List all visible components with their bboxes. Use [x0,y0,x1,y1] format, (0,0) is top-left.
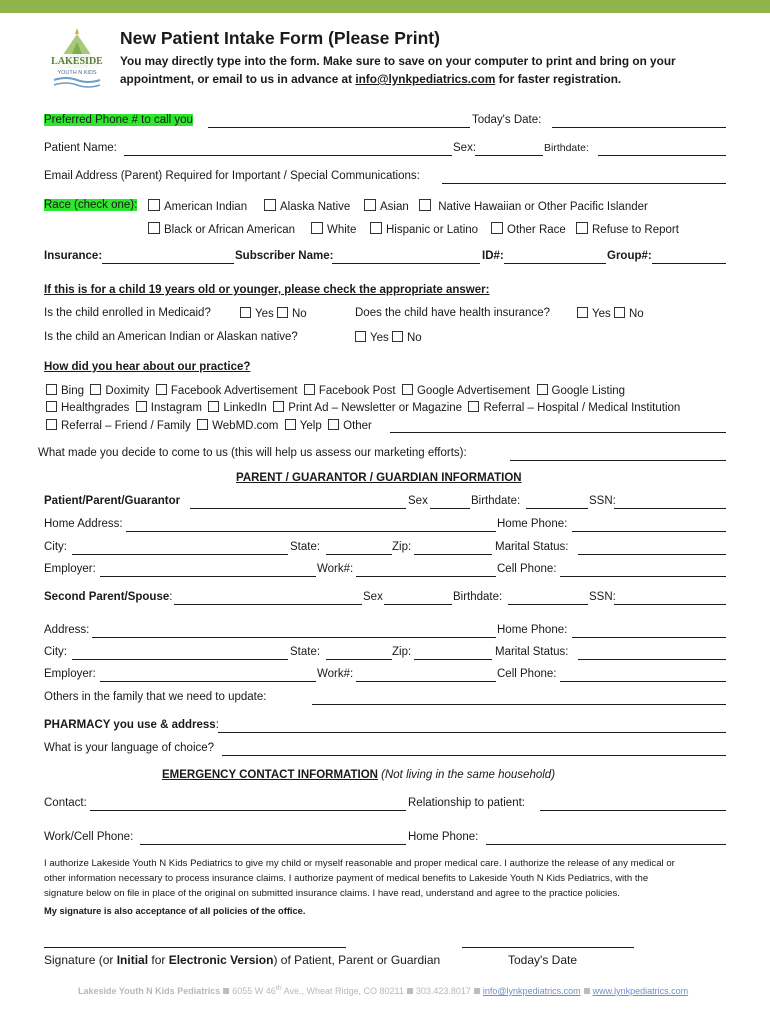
language-field[interactable] [222,755,726,756]
checkbox-icon[interactable] [148,222,160,234]
referral-row-3: Referral – Friend / Family WebMD.com Yelp Other [46,419,372,432]
referral-row-1: Bing Doximity Facebook Advertisement Facebook Post Google Advertisement Google Listing [46,384,625,397]
pharmacy-field[interactable] [218,732,726,733]
patient-name-label: Patient Name: [44,142,117,154]
ppg-birthdate-field[interactable] [526,508,588,509]
second-parent-label: Second Parent/Spouse: [44,591,173,603]
relationship-field[interactable] [540,810,726,811]
logo-text-sub: YOUTH N KIDS [57,70,97,76]
pharmacy-label: PHARMACY you use & address: [44,719,219,731]
checkbox-icon[interactable] [273,401,284,412]
race-other[interactable]: Other Race [491,222,566,236]
second-state-label: State: [290,646,321,658]
state-label: State: [290,541,321,553]
signature-date-field[interactable] [462,947,634,948]
authorization-line-1: I authorize Lakeside Youth N Kids Pediatrics to give my child or myself reasonable and proper medical care. I authorize the release of any medical or [44,858,675,869]
native-question: Is the child an American Indian or Alaskan native? [44,331,298,343]
ppg-ssn-label: SSN: [589,495,616,507]
race-label: Race (check one): [44,199,138,211]
referral-other-field[interactable] [390,432,726,433]
marketing-field[interactable] [510,460,726,461]
preferred-phone-label: Preferred Phone # to call you [44,114,193,126]
square-bullet-icon [223,988,229,994]
checkbox-icon[interactable] [311,222,323,234]
checkbox-icon[interactable] [264,199,276,211]
birthdate-label: Birthdate: [544,142,589,154]
checkbox-icon[interactable] [419,199,431,211]
acceptance-note: My signature is also acceptance of all policies of the office. [44,906,306,916]
race-black[interactable]: Black or African American [148,222,295,236]
emergency-home-phone-label: Home Phone: [408,831,479,843]
insurance-label: Insurance: [44,250,103,262]
ppg-sex-label: Sex [408,495,428,507]
race-alaska-native[interactable]: Alaska Native [264,199,350,213]
logo-text-main: LAKESIDE [51,56,103,67]
city-field[interactable] [72,554,288,555]
authorization-line-3: signature below on file in place of the original on submitted insurance claims. I have read, understand and agree to the practice policies. [44,888,620,899]
ppg-label: Patient/Parent/Guarantor [44,495,181,507]
cell-label: Cell Phone: [497,563,557,575]
second-employer-field[interactable] [100,681,316,682]
patient-name-field[interactable] [124,155,452,156]
checkbox-icon[interactable] [355,331,366,342]
lakeside-logo [44,24,110,90]
subscriber-label: Subscriber Name: [235,250,334,262]
top-accent-bar [0,0,770,13]
second-marital-label: Marital Status: [495,646,569,658]
intake-email-link[interactable]: info@lynkpediatrics.com [355,72,496,86]
work-cell-field[interactable] [140,844,406,845]
home-address-label: Home Address: [44,518,123,530]
race-asian[interactable]: Asian [364,199,409,213]
second-cell-field[interactable] [560,681,726,682]
race-american-indian[interactable]: American Indian [148,199,247,213]
checkbox-icon[interactable] [148,199,160,211]
guarantor-heading: PARENT / GUARANTOR / GUARDIAN INFORMATION [236,472,522,484]
second-cell-label: Cell Phone: [497,668,557,680]
id-label: ID#: [482,250,504,262]
referral-heading: How did you hear about our practice? [44,361,251,373]
footer-email-link[interactable]: info@lynkpediatrics.com [482,986,581,996]
medicaid-answers: Yes No [240,307,307,320]
second-zip-label: Zip: [392,646,412,658]
checkbox-icon[interactable] [402,384,413,395]
square-bullet-icon [474,988,480,994]
email-label: Email Address (Parent) Required for Important / Special Communications: [44,170,420,182]
contact-field[interactable] [90,810,406,811]
second-home-phone-field[interactable] [572,637,726,638]
checkbox-icon[interactable] [46,419,57,430]
checkbox-icon[interactable] [90,384,101,395]
checkbox-icon[interactable] [537,384,548,395]
second-state-field[interactable] [326,659,392,660]
authorization-line-2: other information necessary to process insurance claims. I authorize payment of medical benefits to Lakeside Youth N Kids Pediatrics, with the [44,873,649,884]
checkbox-icon[interactable] [156,384,167,395]
health-insurance-question: Does the child have health insurance? [355,307,550,319]
square-bullet-icon [407,988,413,994]
checkbox-icon[interactable] [576,222,588,234]
checkbox-icon[interactable] [491,222,503,234]
emergency-heading: EMERGENCY CONTACT INFORMATION (Not living in the same household) [162,769,556,781]
subscriber-field[interactable] [332,263,480,264]
second-city-field[interactable] [72,659,288,660]
checkbox-icon[interactable] [364,199,376,211]
second-birthdate-label: Birthdate: [453,591,503,603]
id-field[interactable] [504,263,606,264]
second-home-phone-label: Home Phone: [497,624,568,636]
health-insurance-answers: Yes No [577,307,644,320]
race-native-hawaiian[interactable]: Native Hawaiian or Other Pacific Islander [419,199,648,213]
second-work-label: Work#: [317,668,354,680]
checkbox-icon[interactable] [328,419,339,430]
todays-date-label: Today's Date: [472,114,542,126]
checkbox-icon[interactable] [304,384,315,395]
second-sex-field[interactable] [384,604,452,605]
emergency-home-phone-field[interactable] [486,844,726,845]
checkbox-icon[interactable] [208,401,219,412]
second-zip-field[interactable] [414,659,492,660]
group-label: Group#: [607,250,652,262]
todays-date-field[interactable] [552,127,726,128]
birthdate-field[interactable] [598,155,726,156]
ppg-sex-field[interactable] [430,508,470,509]
referral-row-2: Healthgrades Instagram LinkedIn Print Ad – Newsletter or Magazine Referral – Hospital / Medical Institution [46,401,680,414]
employer-label: Employer: [44,563,96,575]
second-birthdate-field[interactable] [508,604,588,605]
signature-field[interactable] [44,947,346,948]
language-label: What is your language of choice? [44,742,215,754]
insurance-field[interactable] [102,263,234,264]
second-address-field[interactable] [92,637,496,638]
work-field[interactable] [356,576,496,577]
sex-field[interactable] [475,155,543,156]
second-marital-field[interactable] [578,659,726,660]
footer: Lakeside Youth N Kids Pediatrics 6055 W 46th Ave., Wheat Ridge, CO 80211 303.423.8017 info@lynkpediatrics.com www.lynkpediatrics.com [78,985,689,996]
work-label: Work#: [317,563,354,575]
zip-field[interactable] [414,554,492,555]
signature-date-caption: Today's Date [508,953,577,967]
contact-label: Contact: [44,797,87,809]
ppg-birthdate-label: Birthdate: [471,495,521,507]
second-work-field[interactable] [356,681,496,682]
others-label: Others in the family that we need to update: [44,691,267,703]
checkbox-icon[interactable] [614,307,625,318]
footer-phone: 303.423.8017 [415,986,471,996]
ppg-ssn-field[interactable] [614,508,726,509]
instructions-line-1: You may directly type into the form. Make sure to save on your computer to print and bring on your [120,54,676,68]
state-field[interactable] [326,554,392,555]
footer-website-link[interactable]: www.lynkpediatrics.com [592,986,689,996]
signature-caption: Signature (or Initial for Electronic Version) of Patient, Parent or Guardian [44,953,441,967]
race-white[interactable]: White [311,222,356,236]
race-hispanic[interactable]: Hispanic or Latino [370,222,478,236]
second-ssn-field[interactable] [614,604,726,605]
checkbox-icon[interactable] [136,401,147,412]
square-bullet-icon [584,988,590,994]
second-city-label: City: [44,646,67,658]
marital-field[interactable] [578,554,726,555]
native-answers: Yes No [355,331,422,344]
home-phone-field[interactable] [572,531,726,532]
checkbox-icon[interactable] [46,384,57,395]
form-title: New Patient Intake Form (Please Print) [120,28,440,48]
zip-label: Zip: [392,541,412,553]
group-field[interactable] [652,263,726,264]
second-employer-label: Employer: [44,668,96,680]
checkbox-icon[interactable] [46,401,57,412]
marketing-question: What made you decide to come to us (this will help us assess our marketing efforts): [38,447,467,459]
marital-label: Marital Status: [495,541,569,553]
second-ssn-label: SSN: [589,591,616,603]
sex-label: Sex: [453,142,477,154]
relationship-label: Relationship to patient: [408,797,525,809]
race-refuse[interactable]: Refuse to Report [576,222,679,236]
checkbox-icon[interactable] [285,419,296,430]
footer-practice-name: Lakeside Youth N Kids Pediatrics [78,986,221,996]
second-address-label: Address: [44,624,90,636]
home-phone-label: Home Phone: [497,518,568,530]
ppg-field[interactable] [190,508,406,509]
second-sex-label: Sex [363,591,383,603]
medicaid-question: Is the child enrolled in Medicaid? [44,307,211,319]
checkbox-icon[interactable] [392,331,403,342]
checkbox-icon[interactable] [240,307,251,318]
checkbox-icon[interactable] [197,419,208,430]
checkbox-icon[interactable] [577,307,588,318]
work-cell-label: Work/Cell Phone: [44,831,134,843]
checkbox-icon[interactable] [370,222,382,234]
home-address-field[interactable] [126,531,496,532]
second-parent-field[interactable] [174,604,362,605]
child-heading: If this is for a child 19 years old or younger, please check the appropriate answer: [44,284,490,296]
preferred-phone-field[interactable] [208,127,470,128]
employer-field[interactable] [100,576,316,577]
others-field[interactable] [312,704,726,705]
cell-field[interactable] [560,576,726,577]
email-field[interactable] [442,183,726,184]
instructions-line-2: appointment, or email to us in advance at info@lynkpediatrics.com for faster registration. [120,72,622,86]
checkbox-icon[interactable] [468,401,479,412]
city-label: City: [44,541,67,553]
checkbox-icon[interactable] [277,307,288,318]
